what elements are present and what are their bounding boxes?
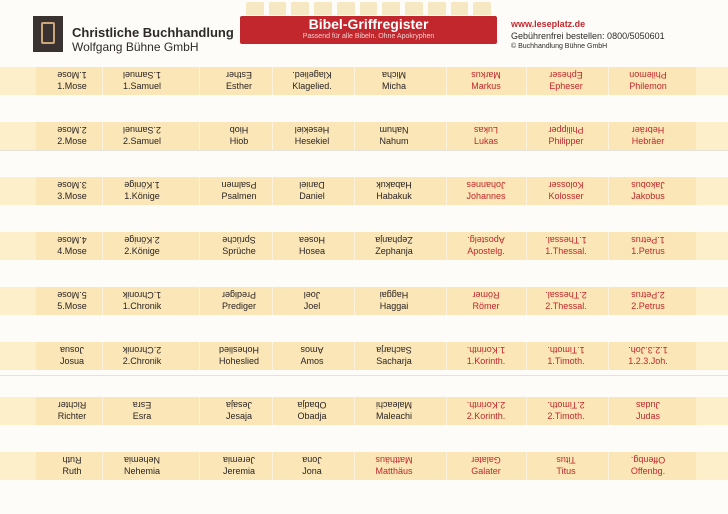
book-tab[interactable] <box>276 452 348 480</box>
book-label-mirrored: Esra <box>132 400 152 410</box>
book-label: 1.Petrus <box>631 246 665 256</box>
book-label: 2.Korinth. <box>466 411 506 421</box>
book-label-mirrored: Josua <box>59 345 85 355</box>
book-tab[interactable] <box>276 122 348 150</box>
tab-separator <box>354 177 355 205</box>
book-label: Daniel <box>299 191 325 201</box>
strip-margin <box>0 67 36 95</box>
brand-company: Wolfgang Bühne GmbH <box>72 40 199 54</box>
tab-separator <box>102 452 103 480</box>
register-row <box>0 232 728 260</box>
book-label-mirrored: 1.2.3.Joh. <box>628 345 668 355</box>
register-row <box>0 67 728 95</box>
book-label-mirrored: Zephanja <box>375 235 413 245</box>
tab-separator <box>272 397 273 425</box>
book-label-mirrored: Hiob <box>229 125 249 135</box>
book-tab[interactable] <box>106 177 178 205</box>
tab-separator <box>199 232 200 260</box>
book-label-mirrored: Habakuk <box>376 180 412 190</box>
book-label-mirrored: Matthäus <box>375 455 413 465</box>
book-label: 3.Mose <box>57 191 87 201</box>
book-label-mirrored: Offenbg. <box>630 455 666 465</box>
book-label-mirrored: Richter <box>57 400 87 410</box>
page-subtitle: Passend für alle Bibeln. Ohne Apokryphen <box>302 33 435 40</box>
tab-separator <box>272 177 273 205</box>
book-tab[interactable] <box>203 177 275 205</box>
register-row <box>0 287 728 315</box>
tab-separator <box>354 232 355 260</box>
book-tab[interactable] <box>203 232 275 260</box>
tab-separator <box>102 342 103 370</box>
book-label: Psalmen <box>221 191 257 201</box>
book-label: Esther <box>225 81 252 91</box>
tab-separator <box>199 67 200 95</box>
book-label-mirrored: Kolosser <box>548 180 584 190</box>
book-tab[interactable] <box>276 177 348 205</box>
tab-separator <box>446 177 447 205</box>
book-tab[interactable] <box>358 177 430 205</box>
strip-margin <box>0 287 36 315</box>
book-label-mirrored: Römer <box>472 290 500 300</box>
book-label: 2.Timoth. <box>547 411 585 421</box>
book-label: Lukas <box>473 136 499 146</box>
book-label: Haggai <box>379 301 409 311</box>
book-tab[interactable] <box>612 177 684 205</box>
tab-separator <box>102 122 103 150</box>
book-tab[interactable] <box>612 67 684 95</box>
book-tab[interactable] <box>612 287 684 315</box>
book-tab[interactable] <box>203 397 275 425</box>
copyright: © Buchhandlung Bühne GmbH <box>511 43 608 50</box>
book-label: Johannes <box>466 191 506 201</box>
register-row <box>0 177 728 205</box>
book-label-mirrored: Jona <box>302 455 322 465</box>
book-label: Kolosser <box>548 191 584 201</box>
book-tab[interactable] <box>36 67 108 95</box>
book-tab[interactable] <box>36 287 108 315</box>
book-tab[interactable] <box>612 397 684 425</box>
tab-separator <box>446 67 447 95</box>
book-label-mirrored: Sprüche <box>222 235 256 245</box>
book-label-mirrored: Philipper <box>548 125 584 135</box>
book-label-mirrored: 2.Samuel <box>122 125 162 135</box>
book-tab[interactable] <box>358 452 430 480</box>
book-label-mirrored: 2.Könige <box>124 235 160 245</box>
tab-separator <box>526 177 527 205</box>
book-label: 2.Petrus <box>631 301 665 311</box>
book-label-mirrored: Ruth <box>62 455 82 465</box>
book-label: Apostelg. <box>467 246 505 256</box>
book-tab[interactable] <box>276 287 348 315</box>
book-label-mirrored: 2.Korinth. <box>466 400 506 410</box>
brand-name: Christliche Buchhandlung <box>72 25 234 40</box>
book-label-mirrored: Hesekiel <box>294 125 330 135</box>
book-tab[interactable] <box>106 287 178 315</box>
tab-separator <box>608 452 609 480</box>
book-tab[interactable] <box>106 342 178 370</box>
tab-separator <box>354 452 355 480</box>
fold-line <box>0 375 728 376</box>
tab-separator <box>526 397 527 425</box>
book-label-mirrored: 1.Mose <box>57 70 87 80</box>
book-label: Offenbg. <box>630 466 666 476</box>
book-tab[interactable] <box>203 452 275 480</box>
tab-separator <box>608 397 609 425</box>
book-label-mirrored: Johannes <box>466 180 506 190</box>
tab-separator <box>199 452 200 480</box>
page-title: Bibel-Griffregister <box>308 16 429 32</box>
book-label: Nehemia <box>123 466 161 476</box>
title-tabs <box>240 2 497 15</box>
book-tab[interactable] <box>358 232 430 260</box>
tab-separator <box>608 232 609 260</box>
tab-separator <box>526 452 527 480</box>
book-tab[interactable] <box>530 232 602 260</box>
book-tab[interactable] <box>530 287 602 315</box>
book-label-mirrored: 1.Petrus <box>631 235 665 245</box>
book-label: Epheser <box>549 81 583 91</box>
book-label-mirrored: Judas <box>635 400 661 410</box>
tab-separator <box>102 67 103 95</box>
book-label: 1.Samuel <box>122 81 162 91</box>
tab-separator <box>446 232 447 260</box>
tab-separator <box>102 397 103 425</box>
book-tab[interactable] <box>450 177 522 205</box>
register-row <box>0 452 728 480</box>
book-label: 2.Thessal. <box>545 301 587 311</box>
book-label-mirrored: 3.Mose <box>57 180 87 190</box>
strip-margin <box>0 122 36 150</box>
book-label: 1.2.3.Joh. <box>628 356 668 366</box>
tab-separator <box>199 177 200 205</box>
book-tab[interactable] <box>450 67 522 95</box>
tab-separator <box>608 287 609 315</box>
book-tab[interactable] <box>450 452 522 480</box>
tab-separator <box>272 452 273 480</box>
book-label-mirrored: Sacharja <box>376 345 412 355</box>
book-label-mirrored: Psalmen <box>221 180 257 190</box>
book-label-mirrored: 2.Chronik <box>122 345 162 355</box>
book-tab[interactable] <box>106 232 178 260</box>
book-tab[interactable] <box>106 397 178 425</box>
book-label: Hesekiel <box>294 136 330 146</box>
strip-margin <box>696 122 728 150</box>
book-label: Hebräer <box>631 136 665 146</box>
tab-separator <box>354 342 355 370</box>
book-label: Matthäus <box>375 466 413 476</box>
book-tab[interactable] <box>358 287 430 315</box>
strip-margin <box>696 67 728 95</box>
tab-separator <box>446 122 447 150</box>
book-label-mirrored: Jakobus <box>631 180 665 190</box>
book-tab[interactable] <box>612 342 684 370</box>
book-label: 2.Könige <box>124 246 160 256</box>
book-label: Joel <box>303 301 321 311</box>
tab-separator <box>272 342 273 370</box>
book-label: 1.Korinth. <box>466 356 506 366</box>
book-label: Obadja <box>297 411 327 421</box>
book-label-mirrored: 2.Mose <box>57 125 87 135</box>
tab-separator <box>446 397 447 425</box>
tab-separator <box>608 122 609 150</box>
tab-separator <box>102 232 103 260</box>
book-label-mirrored: 4.Mose <box>57 235 87 245</box>
book-tab[interactable] <box>276 67 348 95</box>
book-label-mirrored: Nehemia <box>123 455 161 465</box>
book-tab[interactable] <box>358 122 430 150</box>
book-label-mirrored: Hebräer <box>631 125 665 135</box>
book-label: 1.Thessal. <box>545 246 587 256</box>
book-label-mirrored: Markus <box>471 70 501 80</box>
book-tab[interactable] <box>358 397 430 425</box>
book-label: Hosea <box>298 246 325 256</box>
tab-separator <box>272 232 273 260</box>
book-tab[interactable] <box>203 342 275 370</box>
fold-line <box>0 150 728 151</box>
book-label-mirrored: Jesaja <box>226 400 253 410</box>
book-tab[interactable] <box>203 122 275 150</box>
book-label: Habakuk <box>376 191 412 201</box>
book-label-mirrored: Titus <box>556 455 576 465</box>
book-tab[interactable] <box>36 397 108 425</box>
book-label-mirrored: 1.Chronik <box>122 290 162 300</box>
book-label: 2.Samuel <box>122 136 162 146</box>
strip-margin <box>0 232 36 260</box>
book-label-mirrored: 2.Timoth. <box>547 400 585 410</box>
tab-separator <box>526 122 527 150</box>
book-label: 1.Chronik <box>122 301 162 311</box>
tab-separator <box>526 342 527 370</box>
book-label: Nahum <box>379 136 409 146</box>
tab-separator <box>446 287 447 315</box>
tab-separator <box>199 397 200 425</box>
book-label: Klagelied. <box>292 81 332 91</box>
book-tab[interactable] <box>203 287 275 315</box>
book-label: Sprüche <box>222 246 256 256</box>
book-label: 1.Mose <box>57 81 87 91</box>
book-label-mirrored: Maleachi <box>375 400 413 410</box>
strip-margin <box>696 452 728 480</box>
book-tab[interactable] <box>530 342 602 370</box>
book-label: 2.Mose <box>57 136 87 146</box>
book-icon <box>41 22 55 44</box>
book-tab[interactable] <box>612 232 684 260</box>
strip-margin <box>696 287 728 315</box>
book-label-mirrored: 5.Mose <box>57 290 87 300</box>
book-tab[interactable] <box>612 122 684 150</box>
website-link[interactable]: www.leseplatz.de <box>511 19 586 29</box>
book-label-mirrored: Micha <box>382 70 407 80</box>
book-label: Zephanja <box>375 246 413 256</box>
tab-separator <box>354 397 355 425</box>
book-tab[interactable] <box>358 67 430 95</box>
book-label: Jakobus <box>631 191 665 201</box>
book-label: Josua <box>59 356 85 366</box>
book-tab[interactable] <box>36 232 108 260</box>
tab-separator <box>199 342 200 370</box>
book-tab[interactable] <box>276 397 348 425</box>
book-label-mirrored: Joel <box>303 290 321 300</box>
book-tab[interactable] <box>203 67 275 95</box>
book-tab[interactable] <box>358 342 430 370</box>
tab-separator <box>446 452 447 480</box>
book-label-mirrored: 1.Könige <box>124 180 160 190</box>
strip-margin <box>696 342 728 370</box>
book-label: Esra <box>132 411 152 421</box>
book-label-mirrored: Galater <box>471 455 501 465</box>
book-label-mirrored: Apostelg. <box>467 235 505 245</box>
book-label-mirrored: Amos <box>300 345 324 355</box>
book-label: Jeremia <box>222 466 255 476</box>
book-label: 1.Könige <box>124 191 160 201</box>
book-label: Römer <box>472 301 500 311</box>
book-tab[interactable] <box>106 67 178 95</box>
strip-margin <box>0 452 36 480</box>
tab-separator <box>526 67 527 95</box>
tab-separator <box>199 287 200 315</box>
book-tab[interactable] <box>530 122 602 150</box>
book-tab[interactable] <box>530 177 602 205</box>
book-tab[interactable] <box>36 122 108 150</box>
book-label: Jesaja <box>225 411 252 421</box>
book-label-mirrored: Hoheslied <box>218 345 260 355</box>
book-tab[interactable] <box>450 122 522 150</box>
book-label-mirrored: 1.Thessal. <box>545 235 587 245</box>
book-label-mirrored: Nahum <box>379 125 409 135</box>
strip-margin <box>696 397 728 425</box>
tab-separator <box>102 177 103 205</box>
tab-separator <box>354 122 355 150</box>
strip-margin <box>0 397 36 425</box>
book-label: Amos <box>300 356 324 366</box>
book-tab[interactable] <box>106 122 178 150</box>
book-tab[interactable] <box>36 342 108 370</box>
tab-separator <box>526 232 527 260</box>
book-label: 1.Timoth. <box>547 356 585 366</box>
register-row <box>0 122 728 150</box>
tab-separator <box>526 287 527 315</box>
book-tab[interactable] <box>612 452 684 480</box>
strip-margin <box>0 177 36 205</box>
book-label: Maleachi <box>375 411 413 421</box>
book-label: Sacharja <box>376 356 412 366</box>
tab-separator <box>199 122 200 150</box>
book-label: Titus <box>556 466 576 476</box>
tab-separator <box>102 287 103 315</box>
book-label-mirrored: Esther <box>226 70 253 80</box>
book-tab[interactable] <box>450 232 522 260</box>
book-label-mirrored: 1.Samuel <box>122 70 162 80</box>
tab-separator <box>272 67 273 95</box>
book-label: Ruth <box>62 466 82 476</box>
book-label: 5.Mose <box>57 301 87 311</box>
tab-separator <box>608 342 609 370</box>
tab-separator <box>272 122 273 150</box>
book-label-mirrored: Klagelied. <box>292 70 332 80</box>
book-label-mirrored: 2.Petrus <box>631 290 665 300</box>
book-tab[interactable] <box>106 452 178 480</box>
tab-separator <box>608 67 609 95</box>
strip-margin <box>696 177 728 205</box>
book-tab[interactable] <box>530 67 602 95</box>
tab-separator <box>608 177 609 205</box>
book-label: Hoheslied <box>218 356 260 366</box>
strip-margin <box>0 342 36 370</box>
register-row <box>0 397 728 425</box>
book-label: Richter <box>57 411 87 421</box>
book-label: Markus <box>471 81 501 91</box>
book-tab[interactable] <box>276 342 348 370</box>
book-tab[interactable] <box>450 287 522 315</box>
book-tab[interactable] <box>450 342 522 370</box>
book-label-mirrored: Lukas <box>473 125 499 135</box>
book-label-mirrored: Jeremia <box>223 455 256 465</box>
tab-separator <box>354 67 355 95</box>
book-label-mirrored: Daniel <box>299 180 325 190</box>
book-tab[interactable] <box>36 452 108 480</box>
register-row <box>0 342 728 370</box>
book-label-mirrored: 1.Korinth. <box>466 345 506 355</box>
book-label-mirrored: Haggai <box>379 290 409 300</box>
book-label: Judas <box>635 411 661 421</box>
strip-margin <box>696 232 728 260</box>
book-label: 2.Chronik <box>122 356 162 366</box>
book-label-mirrored: 1.Timoth. <box>547 345 585 355</box>
book-label-mirrored: 2.Thessal. <box>545 290 587 300</box>
book-label: Philemon <box>629 81 667 91</box>
book-label: 4.Mose <box>57 246 87 256</box>
tab-separator <box>354 287 355 315</box>
book-label: Jona <box>302 466 322 476</box>
book-label-mirrored: Hosea <box>299 235 326 245</box>
book-label-mirrored: Prediger <box>221 290 257 300</box>
book-label-mirrored: Philemon <box>629 70 667 80</box>
book-tab[interactable] <box>450 397 522 425</box>
book-label: Galater <box>471 466 501 476</box>
book-tab[interactable] <box>276 232 348 260</box>
book-label: Philipper <box>548 136 584 146</box>
book-label: Hiob <box>229 136 249 146</box>
book-tab[interactable] <box>530 397 602 425</box>
book-label: Micha <box>381 81 406 91</box>
tab-separator <box>446 342 447 370</box>
book-label: Prediger <box>221 301 257 311</box>
book-tab[interactable] <box>36 177 108 205</box>
book-tab[interactable] <box>530 452 602 480</box>
book-label-mirrored: Obadja <box>297 400 327 410</box>
tab-separator <box>272 287 273 315</box>
order-phone: Gebührenfrei bestellen: 0800/5050601 <box>511 31 665 41</box>
book-label-mirrored: Epheser <box>549 70 583 80</box>
